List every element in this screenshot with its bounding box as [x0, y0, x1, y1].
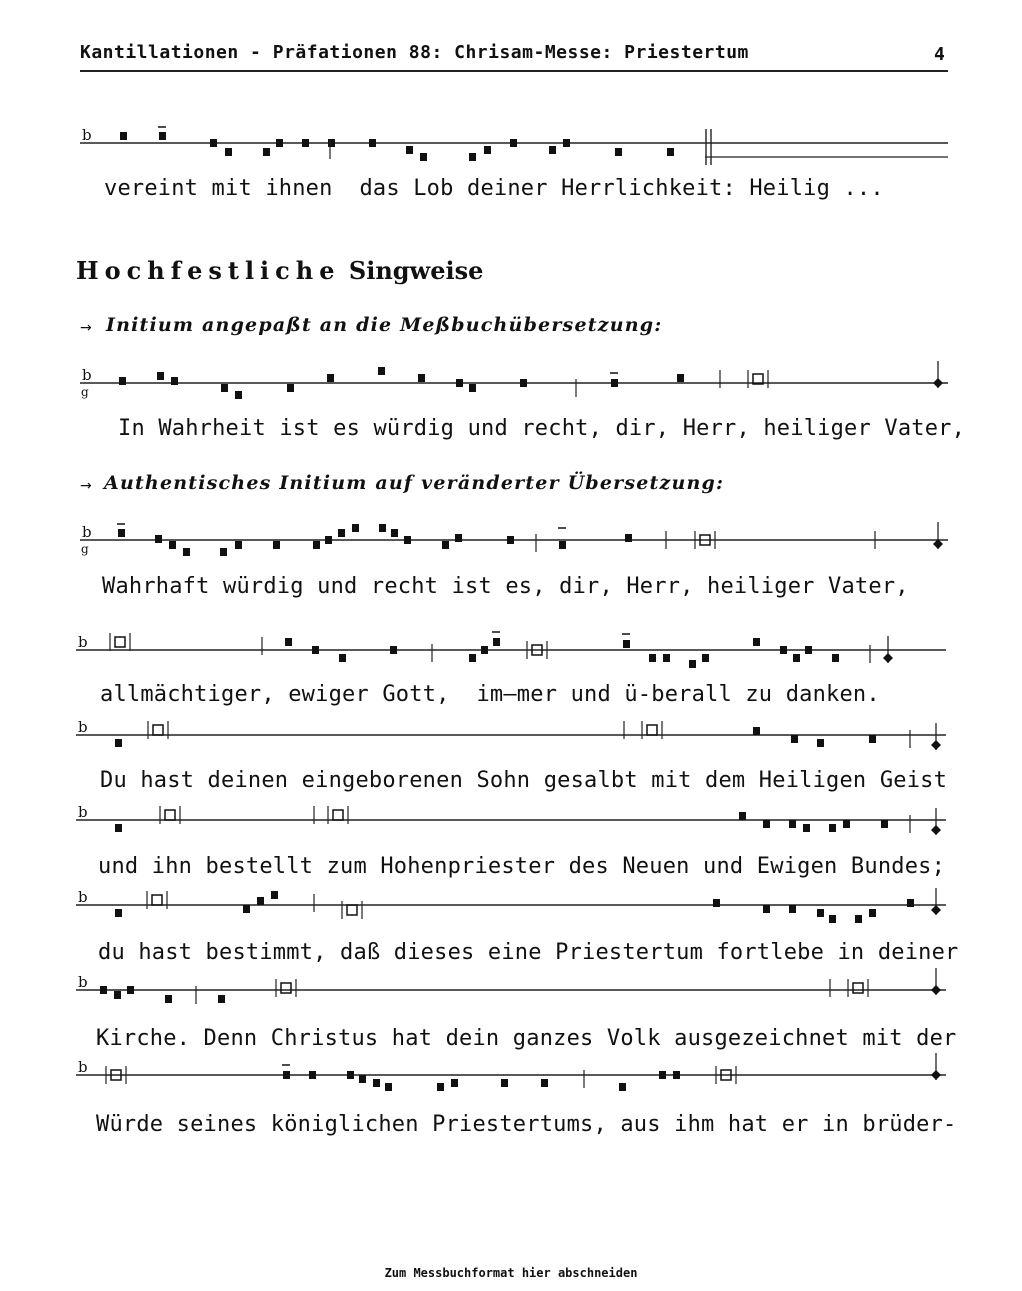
final-note [931, 985, 941, 995]
flat-clef-icon: b [78, 803, 88, 821]
neume-note [159, 132, 166, 140]
neume-note [739, 812, 746, 820]
open-note [281, 983, 291, 993]
final-note [931, 905, 941, 915]
neume-note [271, 891, 278, 899]
neume-note [114, 991, 121, 999]
neume-note [549, 146, 556, 154]
neume-note [100, 986, 107, 994]
neume-note [171, 377, 178, 385]
neume-note [673, 1071, 680, 1079]
flat-clef-icon: b [82, 523, 92, 541]
neume-note [115, 824, 122, 832]
neume-note [763, 820, 770, 828]
neume-note [442, 541, 449, 549]
neume-note [881, 820, 888, 828]
neume-note [313, 541, 320, 549]
lyric-line-1: vereint mit ihnen das Lob deiner Herrlichkeit: Heilig ... [104, 176, 884, 201]
neume-note [817, 909, 824, 917]
neume-note [563, 139, 570, 147]
neume-note [285, 638, 292, 646]
neume-note [115, 739, 122, 747]
neume-note [907, 899, 914, 907]
neume-note [115, 909, 122, 917]
neume-note [713, 899, 720, 907]
neume-note [359, 1075, 366, 1083]
open-note [115, 637, 125, 647]
neume-note [352, 524, 359, 532]
neume-note [843, 820, 850, 828]
neume-note [273, 541, 280, 549]
neume-note [385, 1083, 392, 1091]
neume-note [469, 153, 476, 161]
neume-note [789, 905, 796, 913]
neume-note [469, 384, 476, 392]
neume-note [541, 1079, 548, 1087]
neume-note [623, 640, 630, 648]
neume-note [493, 638, 500, 646]
neume-note [406, 146, 413, 154]
neume-note [791, 735, 798, 743]
flat-clef-icon: b [82, 366, 92, 384]
neume-note [263, 148, 270, 156]
neume-note [327, 374, 334, 382]
neume-note [309, 1071, 316, 1079]
section-heading-spaced: Hochfestliche [76, 256, 341, 285]
neume-note [869, 735, 876, 743]
neume-note [753, 727, 760, 735]
lyric-line-9: Würde seines königlichen Priestertums, aus ihm hat er in brüder- [96, 1112, 957, 1137]
open-note [165, 810, 175, 820]
neume-note [328, 139, 335, 147]
initium-1-label: Initium angepaßt an die Meßbuchübersetzung: [106, 314, 663, 336]
neume-note [373, 1079, 380, 1087]
neume-note [753, 638, 760, 646]
neume-note [869, 909, 876, 917]
neume-note [451, 1079, 458, 1087]
neume-note [287, 384, 294, 392]
neume-note [347, 1071, 354, 1079]
neume-note [183, 548, 190, 556]
cut-guide-footer: Zum Messbuchformat hier abschneiden [384, 1266, 638, 1280]
arrow-icon: → [80, 478, 92, 494]
neume-note [829, 915, 836, 923]
final-note [931, 1070, 941, 1080]
neume-note [338, 529, 345, 537]
final-note [933, 378, 943, 388]
neume-note [418, 374, 425, 382]
open-note [333, 810, 343, 820]
neume-note [615, 148, 622, 156]
lyric-line-6: und ihn bestellt zum Hohenpriester des Neuen und Ewigen Bundes; [98, 854, 946, 879]
lyric-line-8: Kirche. Denn Christus hat dein ganzes Volk ausgezeichnet mit der [96, 1026, 957, 1051]
neume-note [649, 654, 656, 662]
neume-note [437, 1083, 444, 1091]
neume-note [619, 1083, 626, 1091]
neume-note [803, 824, 810, 832]
neume-note [559, 541, 566, 549]
section-heading [76, 256, 483, 285]
neume-note [855, 915, 862, 923]
neume-note [763, 905, 770, 913]
initium-2-label: Authentisches Initium auf veränderter Übersetzung: [104, 472, 725, 494]
neume-note [789, 820, 796, 828]
flat-clef-icon: b [82, 126, 92, 144]
neume-note [127, 986, 134, 994]
flat-clef-icon: b [78, 633, 88, 651]
neume-note [155, 535, 162, 543]
clef-sub-icon: g [81, 542, 89, 556]
flat-clef-icon: b [78, 1058, 88, 1076]
neume-note [225, 148, 232, 156]
neume-note [611, 379, 618, 387]
neume-note [420, 153, 427, 161]
page-header-title: Kantillationen - Präfationen 88: Chrisam-Messe: Priestertum [80, 42, 749, 63]
neume-note [119, 377, 126, 385]
neume-note [793, 654, 800, 662]
neume-note [165, 995, 172, 1003]
neume-note [390, 646, 397, 654]
final-note [931, 740, 941, 750]
final-note [931, 825, 941, 835]
neume-note [659, 1071, 666, 1079]
neume-note [456, 379, 463, 387]
neume-note [501, 1079, 508, 1087]
final-note [883, 653, 893, 663]
flat-clef-icon: b [78, 718, 88, 736]
open-note [152, 895, 162, 905]
neume-note [283, 1071, 290, 1079]
arrow-icon: → [80, 320, 92, 336]
neume-note [378, 367, 385, 375]
neume-note [157, 372, 164, 380]
flat-clef-icon: b [78, 888, 88, 906]
neume-note [276, 139, 283, 147]
neume-note [118, 529, 125, 537]
neume-note [510, 139, 517, 147]
neume-note [120, 132, 127, 140]
flat-clef-icon: b [78, 973, 88, 991]
neume-note [369, 139, 376, 147]
neume-note [221, 384, 228, 392]
open-note [853, 983, 863, 993]
neume-note [702, 654, 709, 662]
neume-note [689, 660, 696, 668]
neume-note [677, 374, 684, 382]
lyric-line-5: Du hast deinen eingeborenen Sohn gesalbt mit dem Heiligen Geist [100, 768, 948, 793]
lyric-line-3: Wahrhaft würdig und recht ist es, dir, Herr, heiliger Vater, [102, 574, 909, 599]
neume-note [829, 824, 836, 832]
neume-note [404, 536, 411, 544]
neume-note [520, 379, 527, 387]
neume-note [169, 541, 176, 549]
neume-note [391, 529, 398, 537]
lyric-line-2: In Wahrheit ist es würdig und recht, dir, Herr, heiliger Vater, [118, 416, 966, 441]
page-number: 4 [934, 44, 945, 65]
open-note [647, 725, 657, 735]
neume-note [220, 548, 227, 556]
neume-note [218, 995, 225, 1003]
lyric-line-7: du hast bestimmt, daß dieses eine Priestertum fortlebe in deiner [98, 940, 959, 965]
open-note [347, 905, 357, 915]
neume-note [625, 534, 632, 542]
section-heading-normal: Singweise [348, 256, 484, 285]
neume-note [832, 654, 839, 662]
clef-sub-icon: g [81, 385, 89, 399]
neume-note [257, 897, 264, 905]
neume-note [325, 536, 332, 544]
neume-note [210, 139, 217, 147]
neume-note [302, 139, 309, 147]
neume-note [312, 646, 319, 654]
neume-note [235, 391, 242, 399]
neume-note [484, 146, 491, 154]
neume-note [469, 654, 476, 662]
neume-note [235, 541, 242, 549]
neume-note [481, 646, 488, 654]
neume-note [780, 646, 787, 654]
neume-note [339, 654, 346, 662]
neume-note [507, 536, 514, 544]
neume-note [667, 148, 674, 156]
neume-note [805, 646, 812, 654]
lyric-line-4: allmächtiger, ewiger Gott, im—mer und ü-berall zu danken. [100, 682, 880, 707]
neume-note [663, 654, 670, 662]
neume-note [455, 534, 462, 542]
neume-note [243, 905, 250, 913]
neume-note [379, 524, 386, 532]
open-note [153, 725, 163, 735]
neume-note [817, 739, 824, 747]
